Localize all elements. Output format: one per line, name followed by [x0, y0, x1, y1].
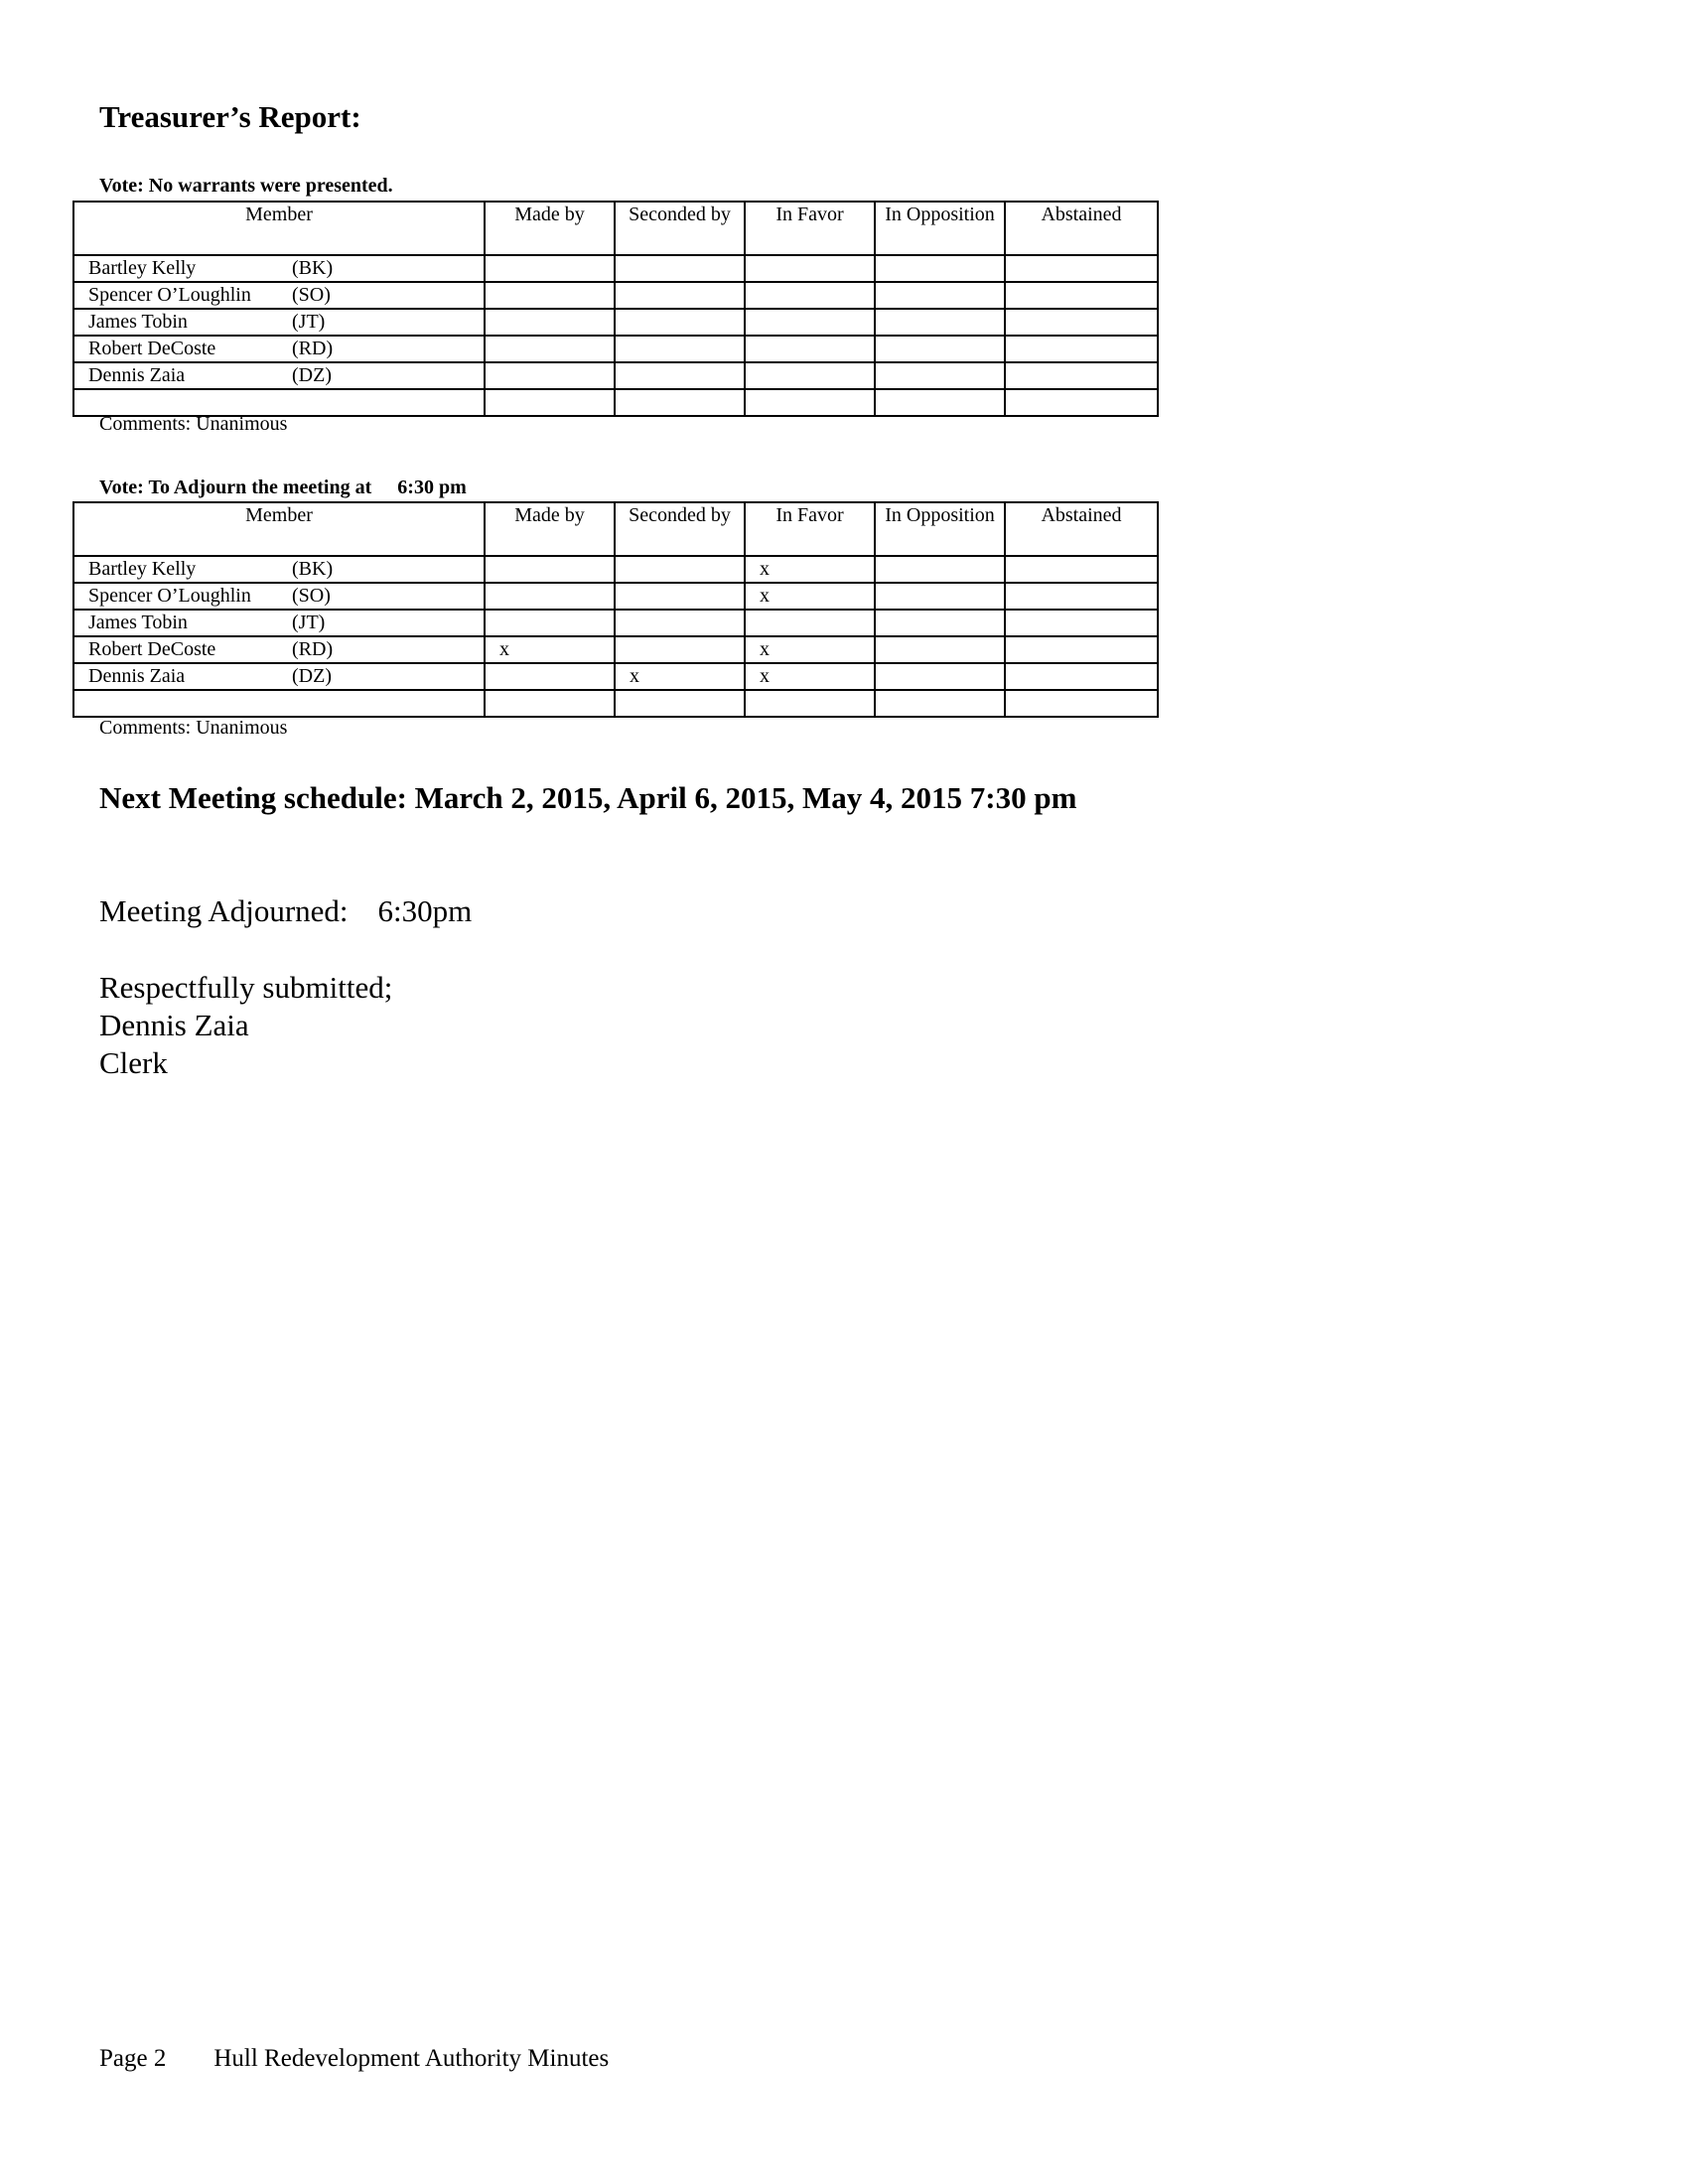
member-cell: [73, 255, 485, 282]
in-favor-cell: [745, 362, 875, 389]
in-favor-cell: x: [745, 636, 875, 663]
empty-cell: [745, 389, 875, 416]
member-name: Bartley Kelly: [88, 558, 197, 580]
empty-cell: [73, 389, 485, 416]
seconded-by-cell: [615, 556, 745, 583]
member-cell: [73, 556, 485, 583]
column-header: In Favor: [745, 502, 875, 556]
table-row: [73, 282, 1158, 309]
signature-line: Respectfully submitted;: [99, 970, 393, 1005]
vote-time: 6:30 pm: [397, 477, 467, 498]
seconded-by-cell: [615, 362, 745, 389]
seconded-by-cell: [615, 610, 745, 636]
adjourned-time: 6:30pm: [377, 893, 473, 928]
page-footer: [99, 2045, 609, 2073]
seconded-by-cell: [615, 255, 745, 282]
adjourned-label: Meeting Adjourned:: [99, 893, 349, 928]
in-favor-cell: [745, 336, 875, 362]
member-initials: (DZ): [292, 665, 332, 687]
member-cell: [73, 336, 485, 362]
seconded-by-cell: [615, 583, 745, 610]
table-row: [73, 610, 1158, 636]
made-by-cell: [485, 663, 615, 690]
member-name: Spencer O’Loughlin: [88, 284, 251, 306]
member-cell: [73, 663, 485, 690]
member-cell: [73, 362, 485, 389]
member-initials: (JT): [292, 612, 326, 633]
member-initials: (SO): [292, 585, 331, 607]
empty-cell: [1005, 389, 1158, 416]
document-title: Hull Redevelopment Authority Minutes: [213, 2045, 610, 2072]
member-initials: (BK): [292, 558, 334, 580]
in-favor-cell: x: [745, 583, 875, 610]
made-by-cell: [485, 309, 615, 336]
abstained-cell: [1005, 663, 1158, 690]
table-row: [73, 255, 1158, 282]
member-name: Spencer O’Loughlin: [88, 585, 251, 607]
in-favor-cell: x: [745, 663, 875, 690]
member-cell: [73, 610, 485, 636]
abstained-cell: [1005, 309, 1158, 336]
made-by-cell: [485, 255, 615, 282]
signature-block: [99, 969, 392, 1082]
vote-comments: Comments: Unanimous: [99, 413, 288, 435]
in-opposition-cell: [875, 309, 1005, 336]
column-header: Member: [73, 202, 485, 255]
member-initials: (RD): [292, 638, 334, 660]
page-number: Page 2: [99, 2045, 167, 2072]
abstained-cell: [1005, 362, 1158, 389]
in-opposition-cell: [875, 362, 1005, 389]
empty-cell: [875, 690, 1005, 717]
section-title: Treasurer’s Report:: [99, 99, 361, 134]
seconded-by-cell: [615, 336, 745, 362]
made-by-cell: [485, 583, 615, 610]
member-cell: [73, 636, 485, 663]
in-opposition-cell: [875, 336, 1005, 362]
empty-cell: [615, 389, 745, 416]
empty-cell: [1005, 690, 1158, 717]
signature-role: Clerk: [99, 1045, 168, 1080]
abstained-cell: [1005, 636, 1158, 663]
empty-cell: [615, 690, 745, 717]
in-opposition-cell: [875, 663, 1005, 690]
member-cell: [73, 309, 485, 336]
column-header: Made by: [485, 202, 615, 255]
next-meeting-schedule: Next Meeting schedule: March 2, 2015, April 6, 2015, May 4, 2015 7:30 pm: [99, 780, 1077, 815]
table-row: [73, 362, 1158, 389]
vote-heading-text: Vote: No warrants were presented.: [99, 175, 393, 197]
empty-cell: [73, 690, 485, 717]
made-by-cell: [485, 610, 615, 636]
table-row-empty: [73, 389, 1158, 416]
vote-heading: [99, 175, 419, 198]
member-name: Bartley Kelly: [88, 257, 197, 279]
member-name: Robert DeCoste: [88, 638, 216, 660]
vote-heading-text: Vote: To Adjourn the meeting at: [99, 477, 372, 498]
table-row-empty: [73, 690, 1158, 717]
member-initials: (BK): [292, 257, 334, 279]
empty-cell: [745, 690, 875, 717]
seconded-by-cell: x: [615, 663, 745, 690]
abstained-cell: [1005, 255, 1158, 282]
column-header: Abstained: [1005, 502, 1158, 556]
in-opposition-cell: [875, 583, 1005, 610]
in-favor-cell: [745, 282, 875, 309]
column-header: Seconded by: [615, 202, 745, 255]
made-by-cell: [485, 282, 615, 309]
table-header-row: [73, 202, 1158, 255]
in-opposition-cell: [875, 255, 1005, 282]
table-row: [73, 556, 1158, 583]
table-row: [73, 636, 1158, 663]
table-header-row: [73, 502, 1158, 556]
seconded-by-cell: [615, 636, 745, 663]
meeting-adjourned: [99, 893, 472, 929]
seconded-by-cell: [615, 309, 745, 336]
table-row: [73, 663, 1158, 690]
empty-cell: [485, 389, 615, 416]
in-favor-cell: [745, 255, 875, 282]
table-row: [73, 336, 1158, 362]
in-favor-cell: x: [745, 556, 875, 583]
member-cell: [73, 282, 485, 309]
signature-name: Dennis Zaia: [99, 1008, 249, 1042]
made-by-cell: [485, 362, 615, 389]
made-by-cell: x: [485, 636, 615, 663]
member-initials: (RD): [292, 338, 334, 359]
abstained-cell: [1005, 610, 1158, 636]
vote-table: [72, 201, 1159, 417]
vote-heading: [99, 477, 467, 499]
column-header: In Opposition: [875, 202, 1005, 255]
empty-cell: [485, 690, 615, 717]
column-header: Made by: [485, 502, 615, 556]
abstained-cell: [1005, 583, 1158, 610]
column-header: Member: [73, 502, 485, 556]
column-header: Abstained: [1005, 202, 1158, 255]
member-initials: (JT): [292, 311, 326, 333]
member-name: Robert DeCoste: [88, 338, 216, 359]
column-header: Seconded by: [615, 502, 745, 556]
member-cell: [73, 583, 485, 610]
member-name: Dennis Zaia: [88, 665, 186, 687]
in-opposition-cell: [875, 282, 1005, 309]
member-initials: (SO): [292, 284, 331, 306]
seconded-by-cell: [615, 282, 745, 309]
vote-comments: Comments: Unanimous: [99, 717, 288, 739]
column-header: In Opposition: [875, 502, 1005, 556]
member-name: James Tobin: [88, 612, 188, 633]
in-opposition-cell: [875, 636, 1005, 663]
member-initials: (DZ): [292, 364, 332, 386]
in-favor-cell: [745, 610, 875, 636]
empty-cell: [875, 389, 1005, 416]
made-by-cell: [485, 556, 615, 583]
abstained-cell: [1005, 336, 1158, 362]
column-header: In Favor: [745, 202, 875, 255]
abstained-cell: [1005, 282, 1158, 309]
in-opposition-cell: [875, 556, 1005, 583]
abstained-cell: [1005, 556, 1158, 583]
vote-table: [72, 501, 1159, 718]
made-by-cell: [485, 336, 615, 362]
table-row: [73, 583, 1158, 610]
member-name: Dennis Zaia: [88, 364, 186, 386]
in-opposition-cell: [875, 610, 1005, 636]
member-name: James Tobin: [88, 311, 188, 333]
table-row: [73, 309, 1158, 336]
in-favor-cell: [745, 309, 875, 336]
